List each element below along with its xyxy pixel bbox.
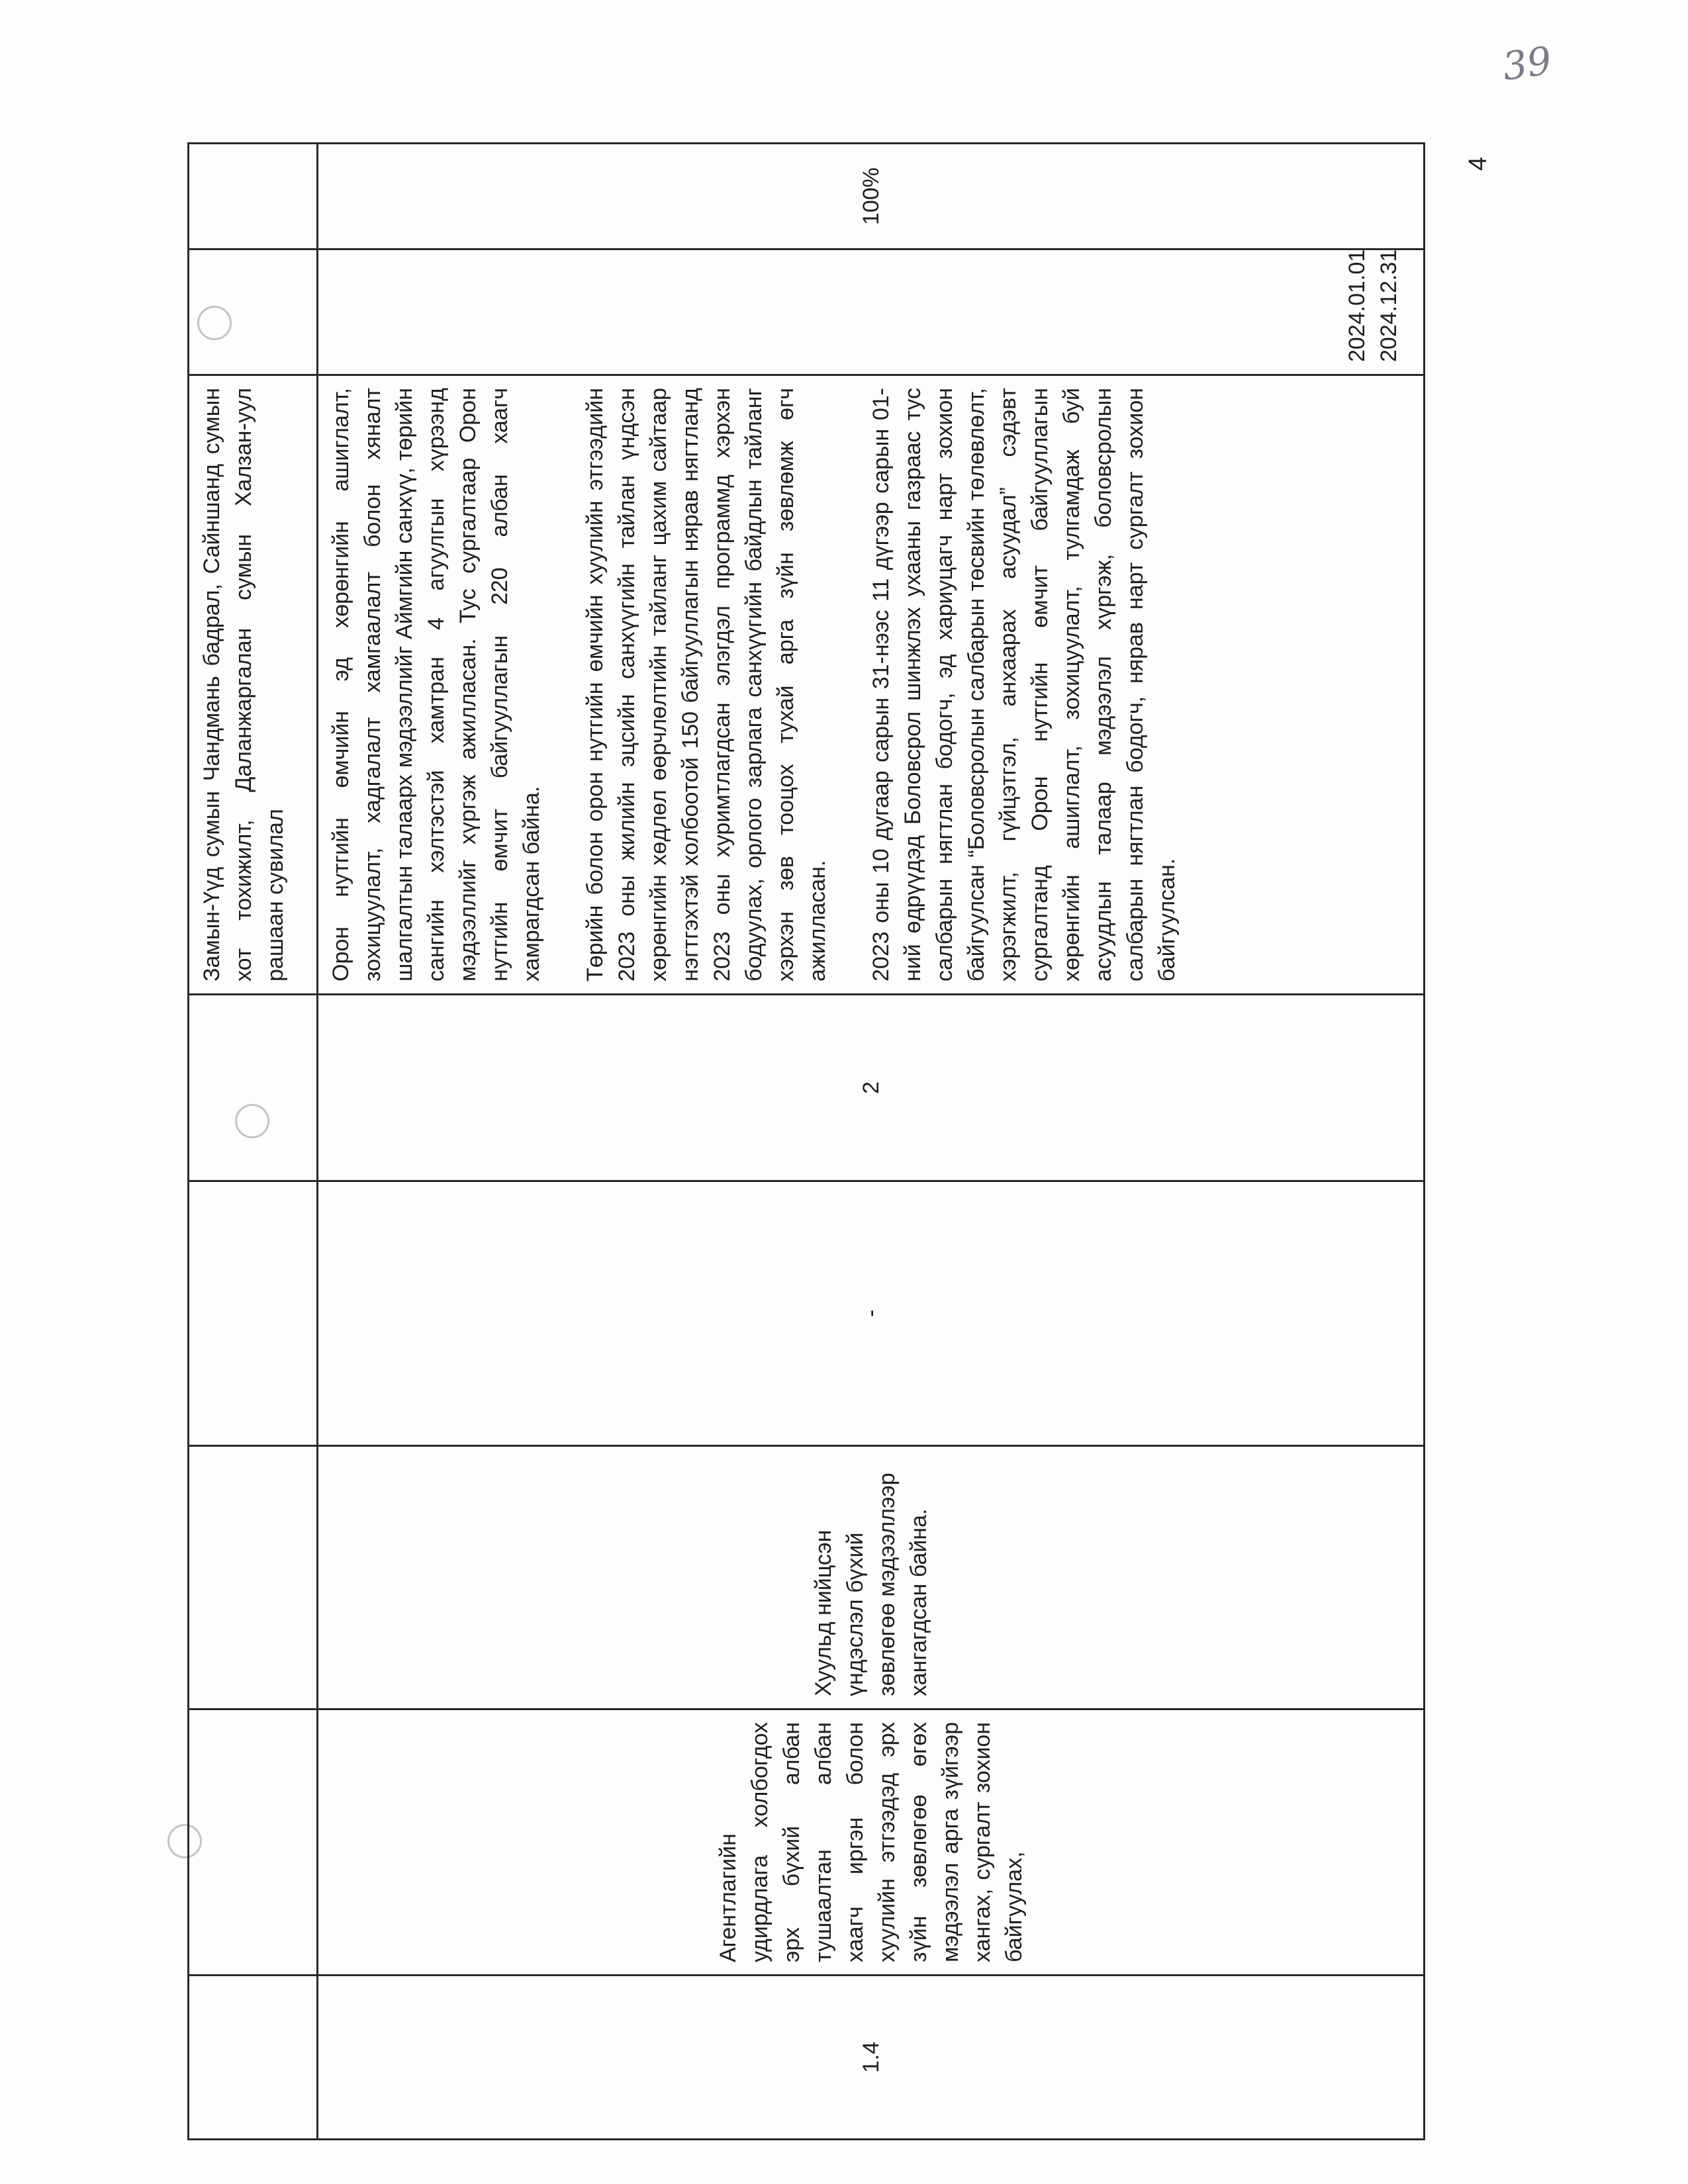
activity-paragraph: Орон нутгийн өмчийн эд хөрөнгийн ашиглалт, зохицуулалт, хадгалалт хамгаалалт болон хяналт шалгалтын талаарх мэдээллийг Аймгийн санхүү, төрийн сангийн хэлтэстэй хамтран 4 агуулгын хүрээнд мэдээллийг хүргэж ажилласан. Тус сургалтаар Орон нутгийн өмчит байгууллагын 220 албан хаагч хамрагдсан байна.	[328, 381, 544, 981]
cell-target-empty	[189, 995, 318, 1181]
goal-cell: Агентлагийн удирдлага холбогдох эрх бүхий албан тушаалтан албан хаагч иргэн болон хуулийн этгээдэд эрх зүйн зөвлөгөө өгөх мэдээлэл арга зүйгээр хангах, сургалт зохион байгуулах,	[318, 1709, 1425, 1976]
percent-cell: 100%	[318, 144, 1425, 250]
handwritten-page-mark: 39	[1499, 38, 1555, 89]
row-number: 1.4	[318, 1976, 1425, 2140]
continued-activity-text: Замын-Үүд сумын Чандмань бадрал, Сайншанд сумын хот тохижилт, Даланжаргалан сумын Халзан-уул рашаан сувилал	[189, 375, 318, 995]
indicator-cell: Хуульд нийцсэн үндэслэл бүхий зөвлөгөө мэдээллээр хангагдсан байна.	[318, 1446, 1425, 1709]
rotated-table-wrapper	[187, 144, 1425, 2140]
activity-paragraph: Төрийн болон орон нутгийн өмчийн хуулийн этгээдийн 2023 оны жилийн эцсийн санхүүгийн тайлан үндсэн хөрөнгийн хөдлөл өөрчлөлтийн тайланг цахим сайтаар нэгтгэхтэй холбоотой 150 байгууллагын нярав нягтланд 2023 оны хуримтлагдсан элэгдэл программд хэрхэн бодуулах, орлого зарлага санхүүгийн байдлын тайланг хэрхэн зөв тооцох тухай арга зүйн зөвлөмж өгч ажилласан.	[583, 381, 830, 981]
cell-number-empty	[189, 1976, 318, 2140]
date-cell	[318, 250, 1425, 375]
target-cell: 2	[318, 995, 1425, 1181]
activity-table	[187, 142, 1425, 2140]
cell-indicator-empty	[189, 1446, 318, 1709]
table-row	[318, 144, 1425, 2140]
continued-row	[189, 144, 318, 2140]
cell-percent-empty	[189, 144, 318, 250]
cell-date-empty	[189, 250, 318, 375]
page-number: 4	[1464, 156, 1492, 171]
cell-baseline-empty	[189, 1181, 318, 1446]
baseline-cell: -	[318, 1181, 1425, 1446]
activity-paragraph: 2023 оны 10 дугаар сарын 31-нээс 11 дүгээр сарын 01-ний өдрүүдэд Боловсрол шинжлэх ухааны газраас тус салбарын нягтлан бодогч, эд хариуцагч нарт зохион байгуулсан “Боловсролын салбарын төсвийн төлөвлөлт, хэрэгжилт, гүйцэтгэл, анхаарах асуудал” сэдэвт сургалтанд Орон нутгийн өмчит байгууллагын хөрөнгийн ашиглалт, зохицуулалт, тулгамдаж буй асуудлын талаар мэдээлэл хүргэж, боловсролын салбарын нягтлан бодогч, нярав нарт сургалт зохион байгуулсан.	[868, 381, 1180, 981]
date-end: 2024.12.31	[1376, 249, 1401, 362]
cell-goal-empty	[189, 1709, 318, 1976]
date-start: 2024.01.01	[1344, 249, 1370, 362]
activities-cell	[318, 375, 1425, 995]
